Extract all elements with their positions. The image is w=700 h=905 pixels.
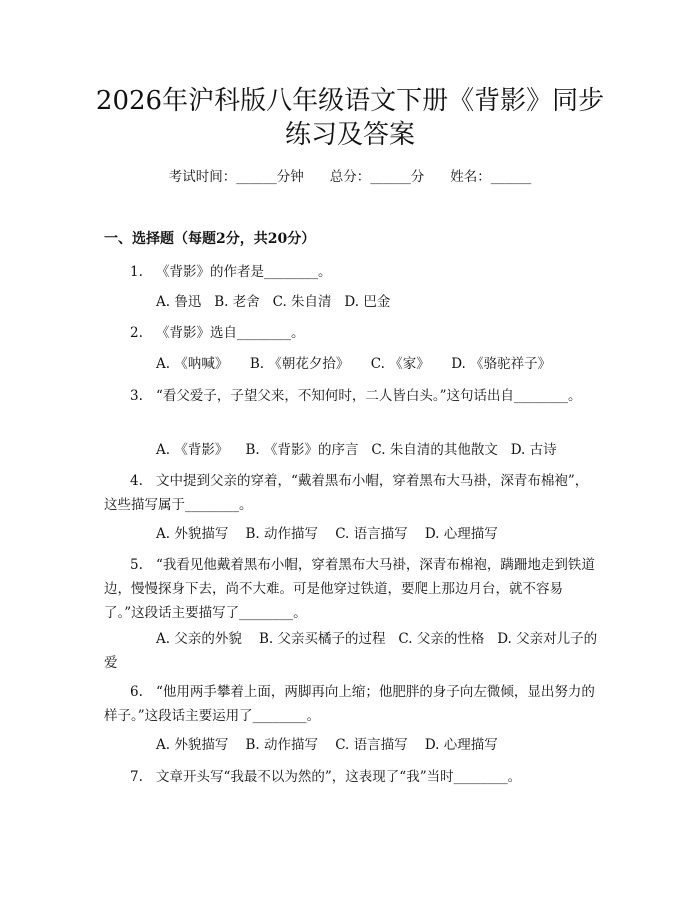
question-number: 5. xyxy=(130,557,143,573)
option-b: B. 老舍 xyxy=(214,294,260,310)
question-number: 2. xyxy=(130,325,143,341)
option-c: C. 语言描写 xyxy=(335,737,408,753)
question-7 xyxy=(104,765,599,789)
option-a: A. 《背影》 xyxy=(156,442,229,458)
option-d: D. 古诗 xyxy=(510,442,557,458)
option-b: B. 《朝花夕拾》 xyxy=(249,356,350,372)
option-d: D. 父亲对儿子的爱 xyxy=(104,631,598,671)
option-b: B. 动作描写 xyxy=(245,737,319,753)
question-5-options xyxy=(104,627,599,675)
question-number: 1. xyxy=(130,264,143,280)
section-heading-choice: 一、选择题（每题2分，共20分） xyxy=(104,231,316,247)
question-4 xyxy=(104,469,599,517)
option-d: D. 心理描写 xyxy=(424,526,498,542)
question-number: 4. xyxy=(130,473,143,489)
option-d: D. 《骆驼祥子》 xyxy=(451,356,552,372)
page-title-line1: 2026年沪科版八年级语文下册《背影》同步 xyxy=(95,86,605,116)
question-5 xyxy=(104,553,599,625)
question-4-options xyxy=(104,522,599,546)
option-c: C. 朱自清 xyxy=(272,294,332,310)
option-a: A. 外貌描写 xyxy=(156,737,229,753)
option-d: D. 心理描写 xyxy=(424,737,498,753)
question-3 xyxy=(104,384,599,408)
exam-meta xyxy=(0,167,700,187)
question-1-options xyxy=(104,290,599,314)
question-number: 6. xyxy=(130,684,143,700)
question-number: 7. xyxy=(130,769,143,785)
question-text: 文章开头写“我最不以为然的”，这表现了“我”当时________。 xyxy=(156,769,522,785)
option-b: B. 父亲买橘子的过程 xyxy=(259,631,386,647)
option-a: A. 外貌描写 xyxy=(156,526,229,542)
option-c: C. 父亲的性格 xyxy=(398,631,485,647)
question-text: “他用两手攀着上面，两脚再向上缩；他肥胖的身子向左微倾，显出努力的样子。”这段话主要运用了________。 xyxy=(104,684,595,724)
question-text: 《背影》选自________。 xyxy=(156,325,305,341)
question-1 xyxy=(104,260,599,284)
question-6-options xyxy=(104,733,599,757)
question-text: “看父爱子，子望父来，不知何时，二人皆白头。”这句话出自________。 xyxy=(156,388,582,404)
option-d: D. 巴金 xyxy=(344,294,391,310)
question-2 xyxy=(104,321,599,345)
option-b: B. 《背影》的序言 xyxy=(245,442,359,458)
question-text: “我看见他戴着黑布小帽，穿着黑布大马褂，深青布棉袍，蹒跚地走到铁道边，慢慢探身下去，尚不大难。可是他穿过铁道，要爬上那边月台，就不容易了。”这段话主要描写了________。 xyxy=(104,557,595,621)
option-a: A. 鲁迅 xyxy=(156,294,202,310)
question-3-options xyxy=(104,438,599,462)
option-b: B. 动作描写 xyxy=(245,526,319,542)
question-text: 《背影》的作者是________。 xyxy=(156,264,332,280)
name-field: 姓名：______ xyxy=(450,169,532,185)
question-number: 3. xyxy=(130,388,143,404)
total-score-field: 总分：______分 xyxy=(329,169,425,185)
option-c: C. 《家》 xyxy=(370,356,430,372)
exam-time-field: 考试时间：______分钟 xyxy=(168,169,304,185)
option-c: C. 语言描写 xyxy=(335,526,408,542)
option-a: A. 《呐喊》 xyxy=(156,356,229,372)
page-title-line2: 练习及答案 xyxy=(284,120,415,150)
question-text: 文中提到父亲的穿着，“戴着黑布小帽，穿着黑布大马褂，深青布棉袍”，这些描写属于________。 xyxy=(104,473,589,513)
option-a: A. 父亲的外貌 xyxy=(156,631,242,647)
question-2-options xyxy=(104,352,599,376)
question-6 xyxy=(104,680,599,728)
option-c: C. 朱自清的其他散文 xyxy=(371,442,498,458)
